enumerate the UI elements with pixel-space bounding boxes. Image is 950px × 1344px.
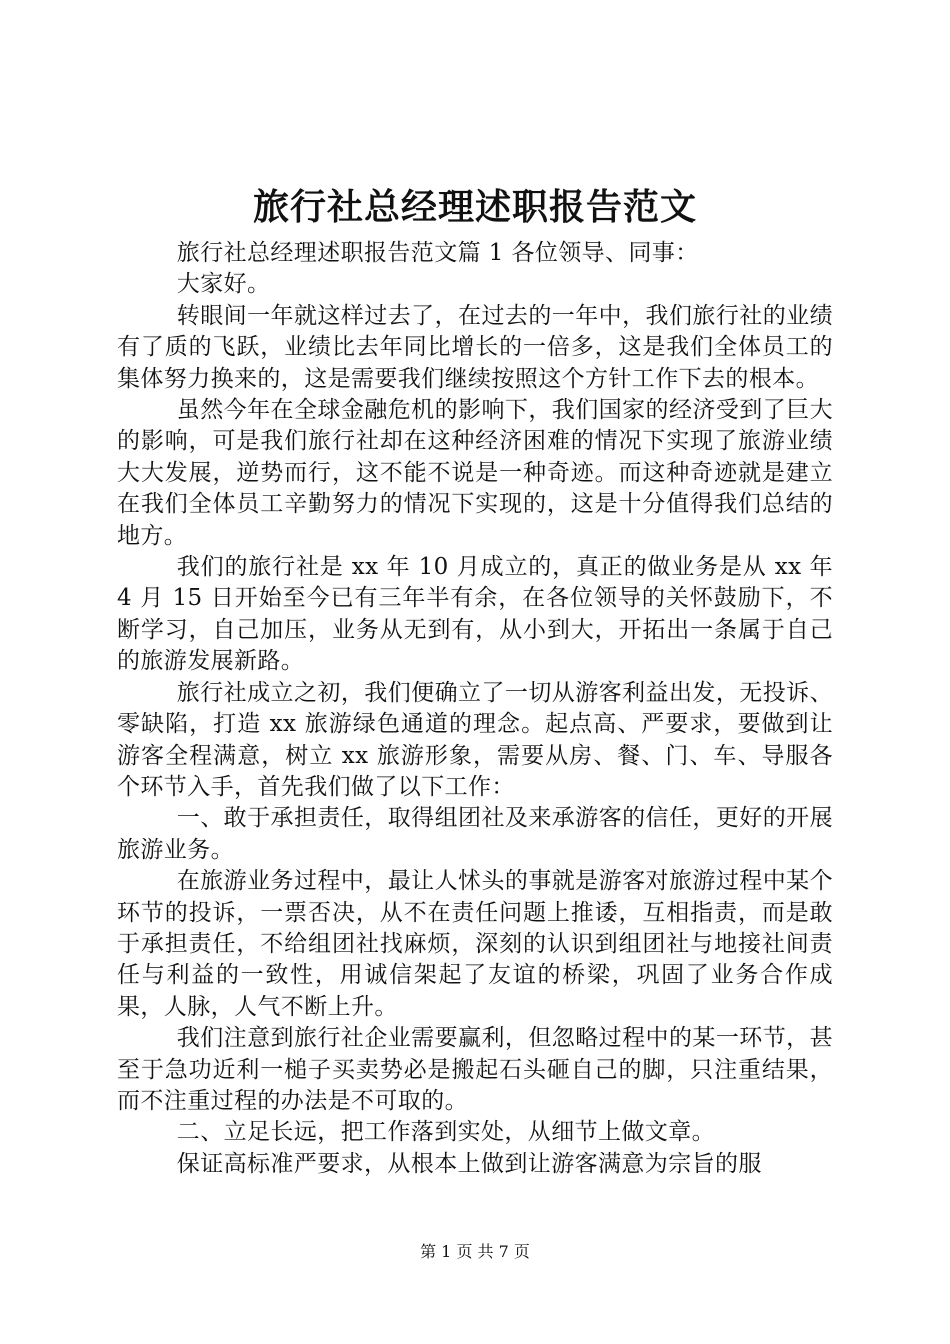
paragraph: 二、立足长远，把工作落到实处，从细节上做文章。 — [176, 1119, 715, 1146]
document-body — [117, 238, 833, 1180]
paragraph: 虽然今年在全球金融危机的影响下，我们国家的经济受到了巨大的影响，可是我们旅行社却在这种经济困难的情况下实现了旅游业绩大大发展，逆势而行，这不能不说是一种奇迹。而这种奇迹就是建立在我们全体员工辛勤努力的情况下实现的，这是十分值得我们总结的地方。 — [117, 397, 833, 549]
paragraph: 旅行社总经理述职报告范文篇 1 各位领导、同事： — [176, 240, 699, 266]
paragraph: 我们注意到旅行社企业需要赢利，但忽略过程中的某一环节，甚至于急功近利一槌子买卖势必是搬起石头砸自己的脚，只注重结果，而不注重过程的办法是不可取的。 — [117, 1025, 833, 1114]
paragraph: 在旅游业务过程中，最让人怵头的事就是游客对旅游过程中某个环节的投诉，一票否决，从不在责任问题上推诿，互相指责，而是敢于承担责任，不给组团社找麻烦，深刻的认识到组团社与地接社间责任与利益的一致性，用诚信架起了友谊的桥梁，巩固了业务合作成果，人脉，人气不断上升。 — [117, 868, 833, 1020]
paragraph: 旅行社成立之初，我们便确立了一切从游客利益出发，无投诉、零缺陷，打造 xx 旅游绿色通道的理念。起点高、严要求，要做到让游客全程满意，树立 xx 旅游形象，需要从房、餐、门、车、导服各个环节入手，首先我们做了以下工作： — [117, 679, 833, 800]
paragraph: 转眼间一年就这样过去了，在过去的一年中，我们旅行社的业绩有了质的飞跃，业绩比去年同比增长的一倍多，这是我们全体员工的集体努力换来的，这是需要我们继续按照这个方针工作下去的根本。 — [117, 302, 833, 392]
document-title: 旅行社总经理述职报告范文 — [252, 187, 697, 228]
paragraph: 保证高标准严要求，从根本上做到让游客满意为宗旨的服 — [176, 1150, 762, 1177]
paragraph: 一、敢于承担责任，取得组团社及来承游客的信任，更好的开展旅游业务。 — [117, 805, 833, 863]
page-footer: 第 1 页 共 7 页 — [420, 1242, 530, 1261]
paragraph: 大家好。 — [176, 271, 271, 298]
paragraph: 我们的旅行社是 xx 年 10 月成立的，真正的做业务是从 xx 年 4 月 15 日开始至今已有三年半有余，在各位领导的关怀鼓励下，不断学习，自己加压，业务从无到有，从小到大，开拓出一条属于自己的旅游发展新路。 — [117, 554, 833, 675]
